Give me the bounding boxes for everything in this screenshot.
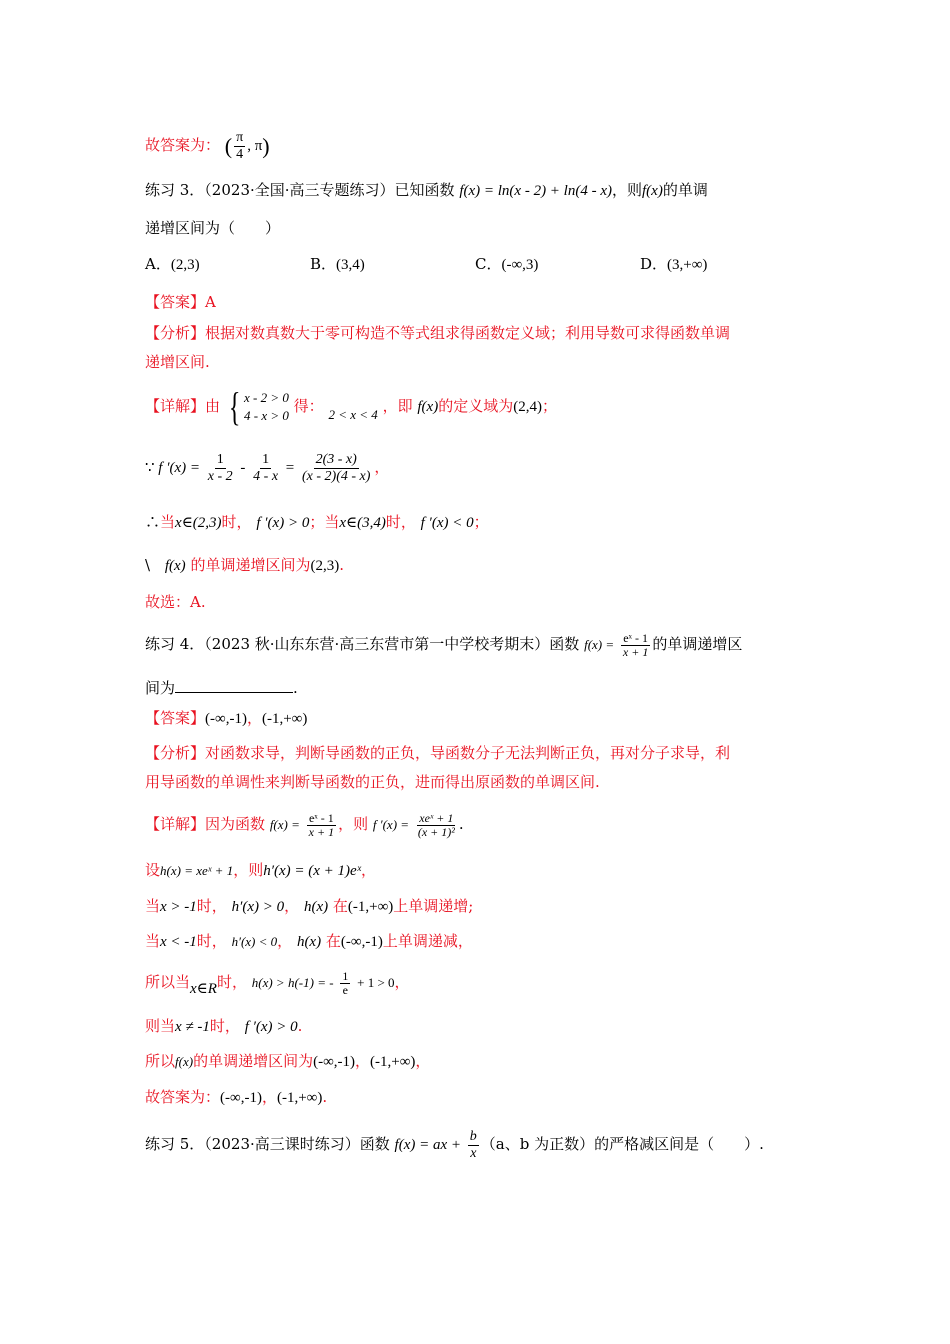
ex3-answer: 【答案】A [145,293,216,311]
ex5-title: 练习 5．（2023·高三课时练习）函数 [145,1135,390,1153]
option-c[interactable]: C．(-∞,3) [475,255,539,273]
ex4-final-answer: 故答案为：(-∞,-1)，(-1,+∞). [145,1088,328,1106]
ex4-case-4: 则当x ≠ -1时， f ′(x) > 0. [145,1017,303,1035]
ex4-case-5: 所以f(x)的单调递增区间为(-∞,-1)，(-1,+∞)， [145,1052,431,1070]
ex3-choose: 故选：A. [145,593,206,611]
ex3-mid: ，则 [612,181,643,199]
option-a[interactable]: A．(2,3) [145,255,200,273]
ex3-analysis-2: 递增区间. [145,353,210,371]
answer-label: 故答案为： [145,135,221,154]
answer-line-previous [145,130,270,163]
ex4-title-line: 练习 4．（2023 秋·山东东营·高三东营市第一中学校考期末）函数 f(x) = $\frac{\text{eˣ - 1}}{x + 1}$ 的单调递增区 [145,630,743,659]
ex4-answer: 【答案】(-∞,-1)，(-1,+∞) [145,709,308,727]
option-d[interactable]: D．(3,+∞) [640,255,708,273]
ex3-tail: 的单调 [662,181,708,199]
ex5-title-line: 练习 5．（2023·高三课时练习）函数 f(x) = ax + $\frac{b}{x}$ （a、b 为正数）的严格减区间是（ ）. [145,1128,764,1161]
ex4-case-3: 所以当x∈R时， h(x) > h(-1) = - $\frac{1}{e}$ + 1 > 0， [145,968,410,997]
ex3-title-line-2 [145,218,280,238]
inequality-system: { x - 2 > 0 4 - x > 0 [228,384,289,429]
ex4-case-2: 当x < -1时， h′(x) < 0， h(x) 在(-∞,-1)上单调递减， [145,932,473,950]
ex4-title-line-2: 间为 . [145,679,298,697]
ex3-title-line [145,180,708,201]
ex3-question-end: 递增区间为（ ） [145,219,281,237]
ex4-title: 练习 4．（2023 秋·山东东营·高三东营市第一中学校考期末）函数 [145,635,580,653]
ex3-title: 练习 3．（2023·全国·高三专题练习）已知函数 [145,181,455,199]
answer-interval: ( $\frac{\pi}{4}$ , π) [224,130,270,162]
ex3-detail-domain: 【详解】由 { x - 2 > 0 4 - x > 0 得： 2 < x < 4 ，即 f(x)的定义域为(2,4)； [145,384,557,429]
option-b[interactable]: B．(3,4) [310,255,365,273]
ex3-fx: f(x) [642,183,663,199]
ex4-detail: 【详解】因为函数 f(x) = $\frac{\text{eˣ - 1}}{x + 1}$ ，则 f ′(x) = $\frac{\text{xeˣ + 1}}{\text{(x + 1)²}}$ . [145,810,464,839]
ex3-analysis: 【分析】根据对数真数大于零可构造不等式组求得函数定义域；利用导数可求得函数单调 [145,324,731,342]
ex4-analysis: 【分析】对函数求导，判断导函数的正负，导函数分子无法判断正负，再对分子求导，利 [145,744,731,762]
answer-blank[interactable] [175,678,293,693]
ex4-analysis-2: 用导函数的单调性来判断导函数的正负，进而得出原函数的单调区间. [145,773,600,791]
ex3-function: f(x) = ln(x - 2) + ln(4 - x) [459,183,612,199]
ex3-monotonic: ∴当x∈(2,3)时， f ′(x) > 0；当x∈(3,4)时， f ′(x) < 0； [145,513,489,531]
ex3-derivative: ∵ f ′(x) = $\frac{1}{x - 2}$ - $\frac{1}{4 - x}$ = $\frac{2(3 - x)}{(x - 2)(4 - x)}$ ， [145,452,390,485]
ex3-conclusion: \ f(x) 的单调递增区间为(2,3). [145,556,344,574]
ex4-set-h: 设h(x) = xeˣ + 1，则h′(x) = (x + 1)eˣ， [145,861,376,879]
ex4-case-1: 当x > -1时， h′(x) > 0， h(x) 在(-1,+∞)上单调递增; [145,897,474,915]
